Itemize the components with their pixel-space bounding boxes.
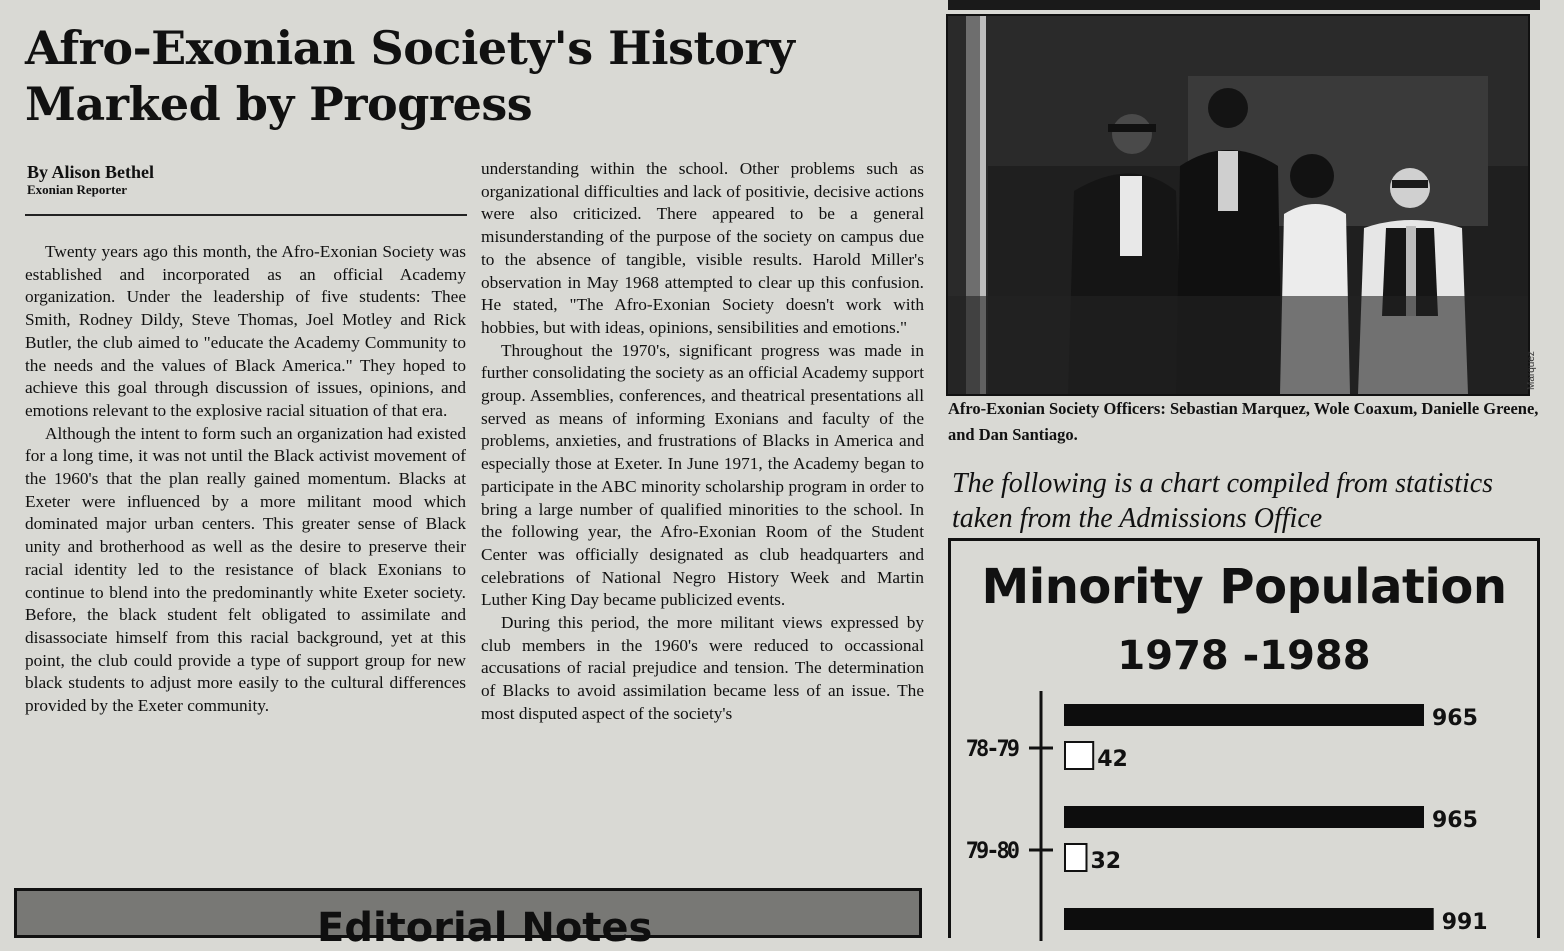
chart-bar-filled — [1064, 908, 1434, 930]
byline-name: By Alison Bethel — [27, 162, 155, 182]
minority-population-chart — [951, 541, 1537, 941]
chart-value-label: 42 — [1097, 747, 1128, 772]
article-paragraph: Twenty years ago this month, the Afro-Exonian Society was established and incorporated as an official Academy organization. Under the leadership of five students: Thee Smith, Rodney Dildy, Steve Thomas, Joel Motley and Rick Butler, the club aimed to "educate the Academy Community to the needs and the values of Black America." They hoped to achieve this goal through discussion of issues, opinions, and emotions relevant to the explosive racial situation of that era. — [25, 242, 466, 420]
chart-value-label: 32 — [1090, 849, 1122, 874]
chart-title: Minority Population — [981, 559, 1507, 615]
editorial-title: Editorial Notes — [317, 905, 653, 951]
byline-rule — [25, 214, 467, 216]
byline — [27, 162, 154, 198]
article-paragraph: During this period, the more militant views expressed by club members in the 1960's were reduced to occassional accusations of racial prejudice and tension. The determination of Blacks to avoid assimilation became less of an issue. The most disputed aspect of the society's — [481, 613, 924, 723]
headline-line-2: Marked by Progress — [25, 77, 533, 131]
chart-subtitle: 1978 -1988 — [1117, 633, 1371, 679]
chart-bar-open — [1065, 742, 1093, 769]
chart-box — [948, 538, 1540, 938]
photo-credit: Marquez — [1526, 351, 1537, 390]
editorial-box — [14, 888, 922, 951]
article-paragraph: Throughout the 1970's, significant progress was made in further consolidating the society as an official Academy support group. Assemblies, conferences, and theatrical presentations all served as means of informing Exonians and faculty of the problems, anxieties, and frustrations of Blacks in America and especially those at Exeter. In June 1971, the Academy began to participate in the ABC minority scholarship program in order to bring a large number of qualified minorities to the school. In the following year, the Afro-Exonian Room of the Student Center was officially designated as club headquarters and celebrations of National Negro History Week and Martin Luther King Day became publicized events. — [481, 340, 924, 610]
officers-photo — [946, 14, 1530, 396]
byline-role: Exonian Reporter — [27, 182, 128, 197]
chart-category-label: 79-80 — [965, 839, 1017, 864]
article-paragraph: understanding within the school. Other problems such as organizational difficulties and lack of positivie, decisive actions were also criticized. There appeared to be a general misunderstanding of the purpose of the society on campus due to the absence of tangible, visible results. Harold Miller's observation in May 1968 attempted to clear up this confusion. He stated, "The Afro-Exonian Society doesn't work with hobbies, but with ideas, opinions, sensibilities and emotions." — [481, 159, 924, 337]
chart-value-label: 965 — [1432, 808, 1478, 833]
article-column-1 — [25, 241, 466, 883]
chart-bar-open — [1065, 844, 1086, 871]
chart-value-label: 991 — [1441, 910, 1488, 935]
photo-caption: Afro-Exonian Society Officers: Sebastian Marquez, Wole Coaxum, Danielle Greene, and Dan Santiago. — [948, 399, 1539, 444]
chart-bar-filled — [1064, 704, 1424, 726]
article-column-2 — [481, 158, 924, 889]
chart-value-label: 965 — [1432, 706, 1478, 731]
chart-bar-filled — [1064, 806, 1424, 828]
chart-category-label: 78-79 — [965, 737, 1017, 762]
headline-line-1: Afro-Exonian Society's History — [25, 21, 795, 75]
article-paragraph: Although the intent to form such an organization had existed for a long time, it was not until the Black activist movement of the 1960's that the plan really gained momentum. Blacks at Exeter were influenced by a more militant mood which dominated major urban centers. This greater sense of Black unity and brotherhood as well as the desire to preserve their racial identity led to the resistance of black Exonians to continue to blend into the predominantly white Exeter society. Before, the black student felt obligated to assimilate and disassociate himself from this racial background, yet at this point, the club could provide a type of support group for new black students to adjust more easily to the cultural differences provided by the Exeter community. — [25, 423, 466, 716]
top-rule — [948, 0, 1540, 10]
chart-note: The following is a chart compiled from statistics taken from the Admissions Office — [952, 468, 1494, 534]
headline — [25, 20, 925, 132]
officers-photo-illustration — [948, 16, 1528, 394]
